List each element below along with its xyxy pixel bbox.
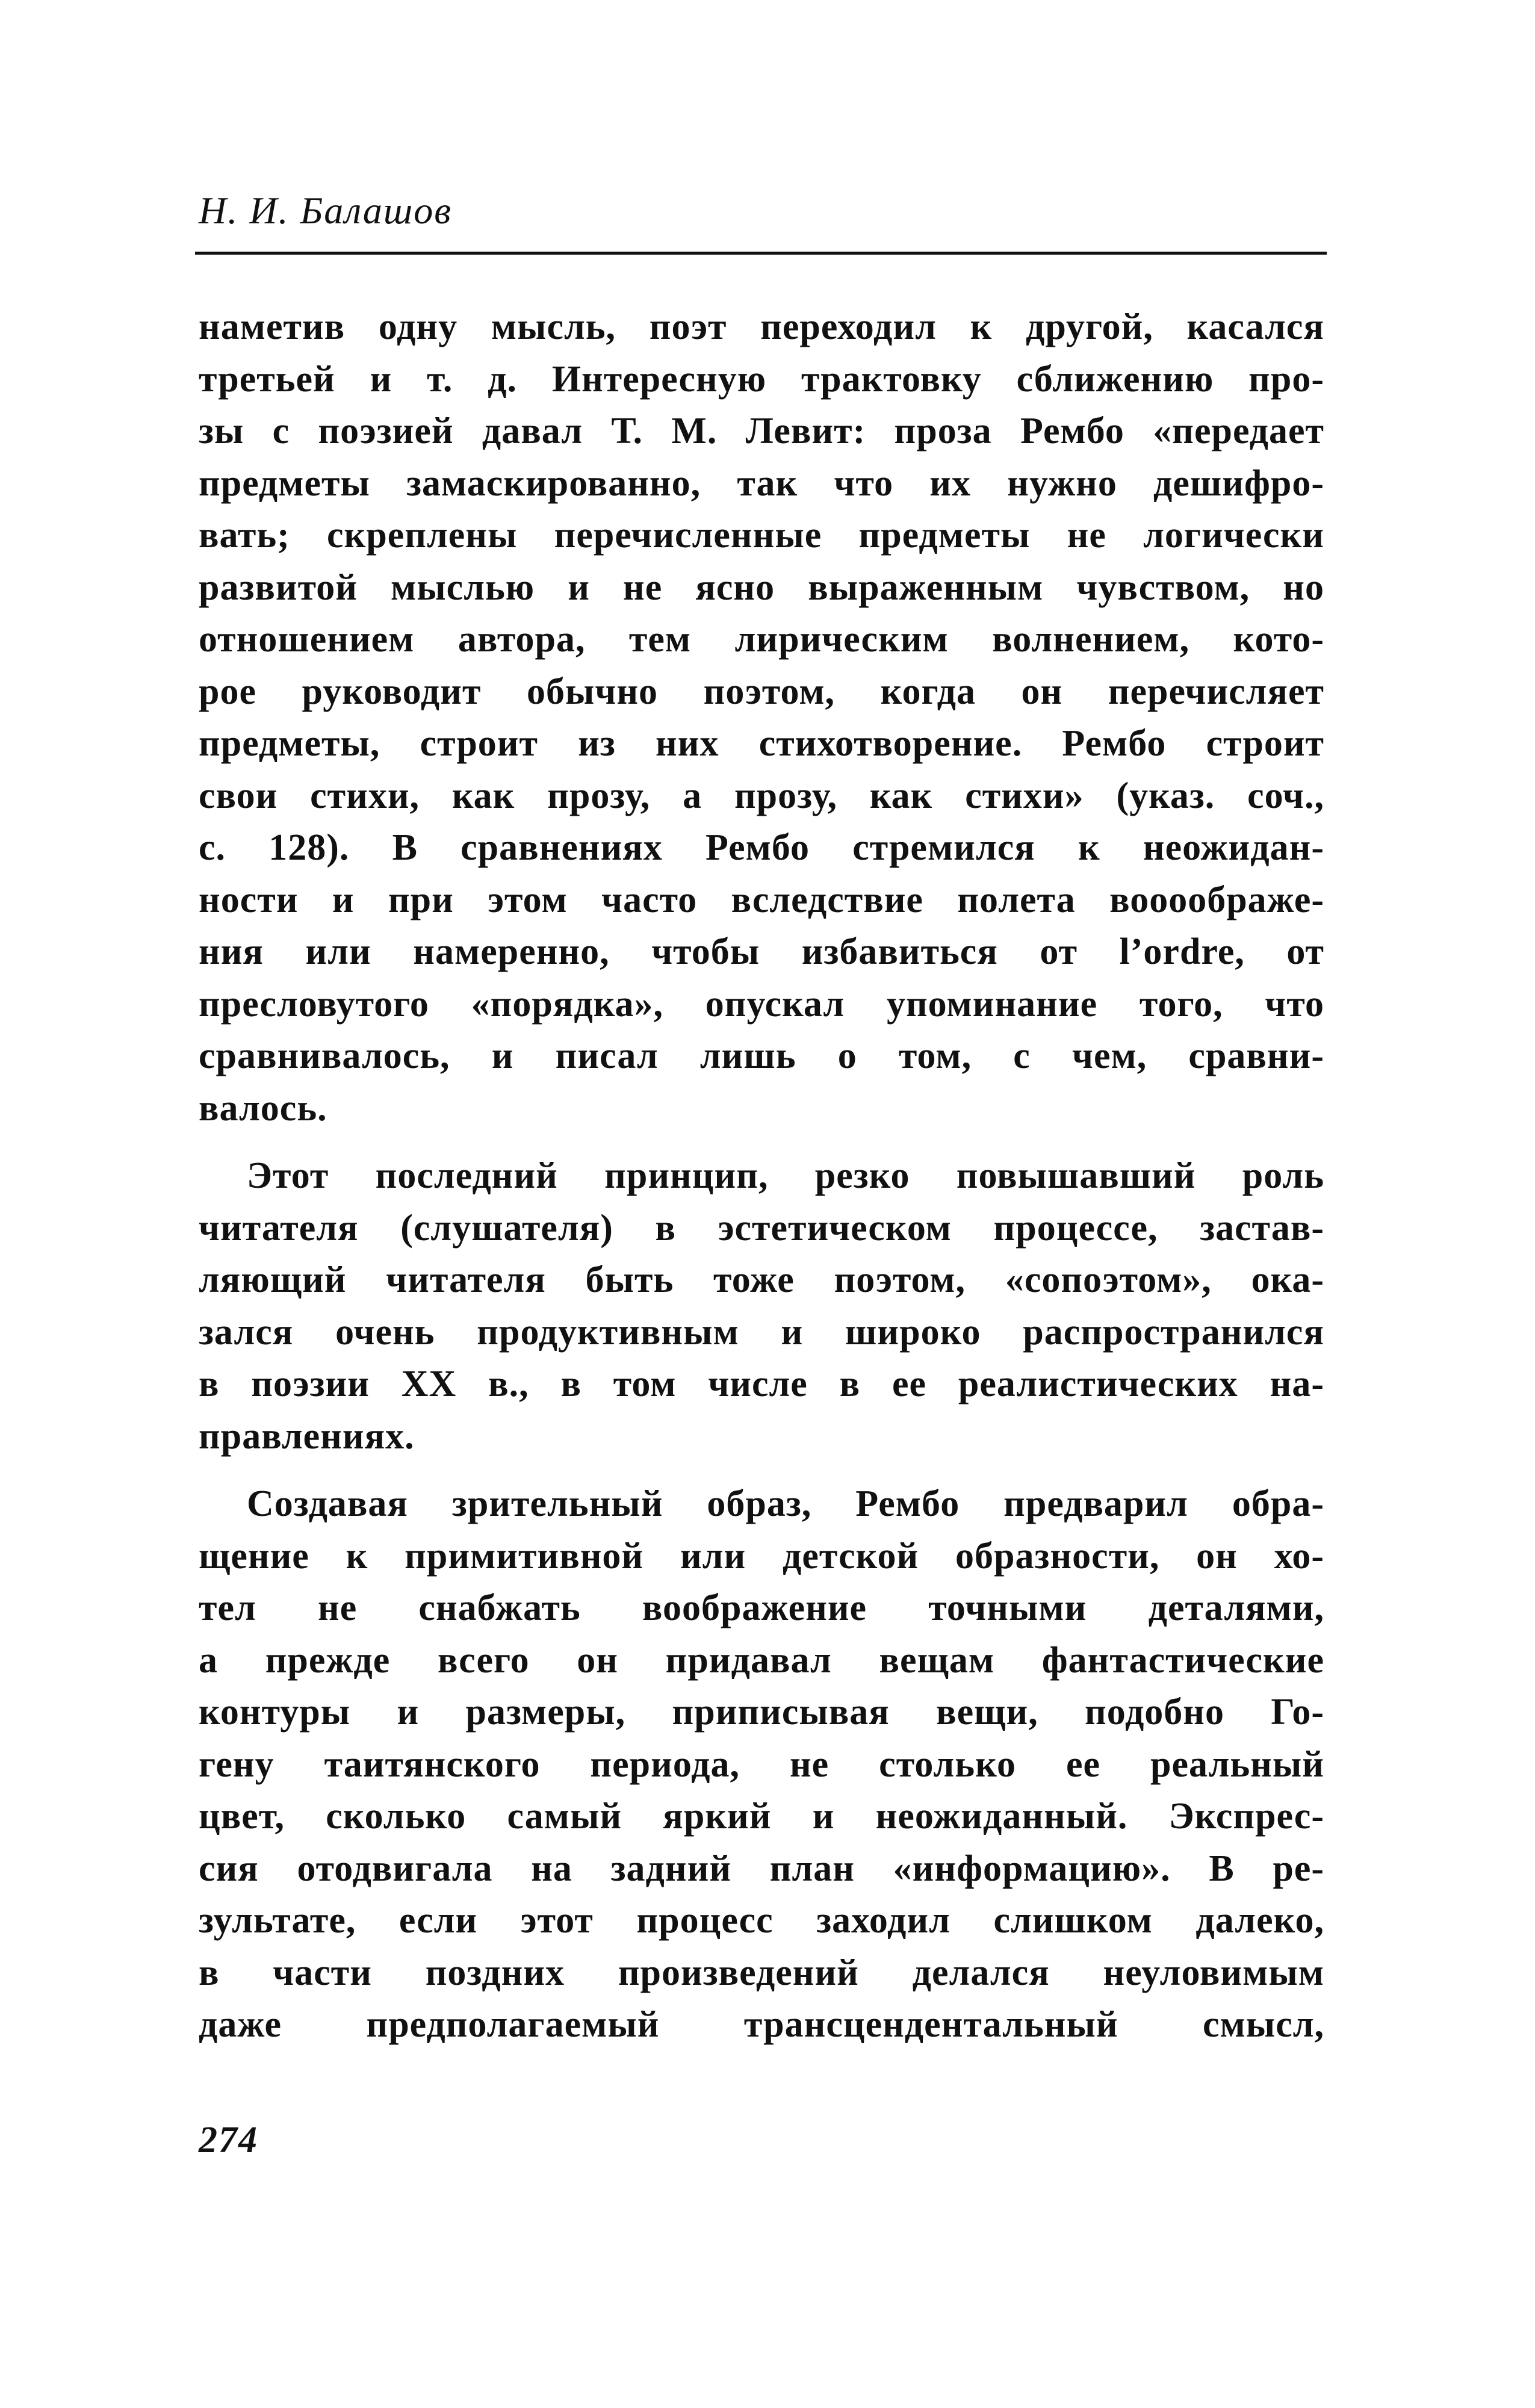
paragraph-2 (199, 1150, 1324, 1462)
text-line: свои стихи, как прозу, а прозу, как стихи» (указ. соч., (199, 775, 1324, 816)
header-rule (195, 252, 1327, 255)
running-head-author: Н. И. Балашов (199, 189, 452, 232)
text-line: контуры и размеры, приписывая вещи, подобно Го- (199, 1692, 1324, 1733)
text-line: ности и при этом часто вследствие полета воооображе- (199, 879, 1324, 920)
text-line: предметы замаскированно, так что их нужно дешифро- (199, 462, 1324, 504)
paragraph-1 (199, 301, 1324, 1134)
text-line: развитой мыслью и не ясно выраженным чувством, но (199, 566, 1324, 608)
text-line: цвет, сколько самый яркий и неожиданный. Экспрес- (199, 1796, 1324, 1837)
paragraph-gap (199, 1134, 1324, 1150)
text-line: Этот последний принцип, резко повышавший роль (247, 1155, 1324, 1196)
text-line: зы с поэзией давал Т. М. Левит: проза Рембо «передает (199, 411, 1324, 452)
text-line: с. 128). В сравнениях Рембо стремился к неожидан- (199, 827, 1324, 868)
text-line: третьей и т. д. Интересную трактовку сближению про- (199, 358, 1324, 400)
text-line: предметы, строит из них стихотворение. Рембо строит (199, 723, 1324, 764)
text-line: ляющий читателя быть тоже поэтом, «сопоэтом», ока- (199, 1259, 1324, 1300)
body-text (199, 301, 1324, 2051)
text-line: тел не снабжать воображение точными деталями, (199, 1587, 1324, 1628)
text-line: зультате, если этот процесс заходил слишком далеко, (199, 1900, 1324, 1941)
text-line: а прежде всего он придавал вещам фантастические (199, 1639, 1324, 1681)
text-line: в поэзии XX в., в том числе в ее реалистических на- (199, 1364, 1324, 1404)
paragraph-3 (199, 1478, 1324, 2051)
text-line: валось. (199, 1087, 327, 1129)
text-line: Создавая зрительный образ, Рембо предварил обра- (247, 1483, 1324, 1524)
text-line: в части поздних произведений делался неуловимым (199, 1952, 1324, 1993)
text-line: пресловутого «порядка», опускал упоминание того, что (199, 983, 1324, 1025)
text-line: рое руководит обычно поэтом, когда он перечисляет (199, 671, 1324, 712)
text-line: сия отодвигала на задний план «информацию». В ре- (199, 1848, 1324, 1889)
text-line: ния или намеренно, чтобы избавиться от l’ordre, от (199, 931, 1324, 972)
text-line: вать; скреплены перечисленные предметы не логически (199, 515, 1324, 556)
paragraph-gap (199, 1462, 1324, 1478)
text-line: сравнивалось, и писал лишь о том, с чем, сравни- (199, 1035, 1324, 1076)
text-line: правлениях. (199, 1415, 415, 1457)
text-line: даже предполагаемый трансцендентальный смысл, (199, 2004, 1324, 2045)
text-line: наметив одну мысль, поэт переходил к другой, касался (199, 306, 1324, 347)
text-line: щение к примитивной или детской образности, он хо- (199, 1535, 1324, 1577)
page-number: 274 (199, 2120, 258, 2161)
text-line: гену таитянского периода, не столько ее реальный (199, 1743, 1324, 1785)
text-line: читателя (слушателя) в эстетическом процессе, застав- (199, 1207, 1324, 1249)
text-line: зался очень продуктивным и широко распространился (199, 1311, 1324, 1353)
text-line: отношением автора, тем лирическим волнением, кото- (199, 619, 1324, 660)
